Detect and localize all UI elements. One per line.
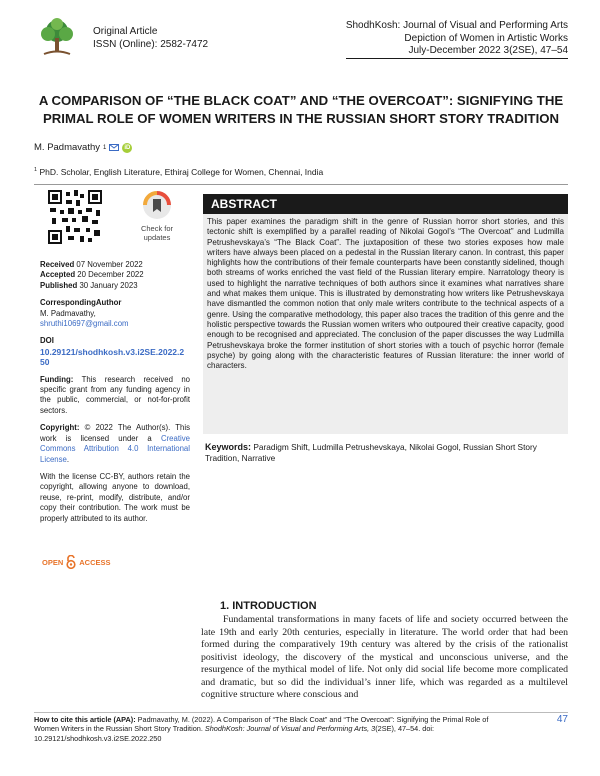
funding-block bbox=[40, 375, 190, 417]
orcid-icon[interactable]: iD bbox=[124, 144, 131, 151]
received-label: Received bbox=[40, 260, 75, 269]
introduction-text: Fundamental transformations in many facets of life and society occurred between the late 19th and early 20th centuries, especially in literature. The world order that had been formed during the comparatively 19th century was altered by the crisis of the rationalist positivist ideology, the discovery of the mystical and unconscious universe, and the resurgence of the mythical model of life. Not only did social life become more complicated and dramatic, but so did the individual’s inner life, which was regarded as a multilevel cognitive structure where conscious and bbox=[201, 614, 568, 700]
copyright-block bbox=[40, 423, 190, 465]
copyright-text: © 2022 The Author(s). This work is licensed under a bbox=[40, 423, 190, 443]
corresponding-author-email[interactable]: shruthi10697@gmail.com bbox=[40, 319, 129, 329]
keywords bbox=[205, 442, 565, 464]
check-for-updates-badge[interactable] bbox=[127, 190, 187, 246]
header-left bbox=[93, 25, 208, 51]
corresponding-author-block bbox=[40, 298, 190, 329]
header-right bbox=[346, 20, 568, 59]
email-icon[interactable] bbox=[109, 144, 119, 151]
accepted-label: Accepted bbox=[40, 270, 76, 280]
doi-label: DOI bbox=[40, 336, 54, 346]
check-for-updates-line-2: updates bbox=[143, 233, 171, 242]
journal-name: ShodhKosh: Journal of Visual and Performing Arts bbox=[345, 20, 568, 31]
keywords-text: Paradigm Shift, Ludmilla Petrushevskaya, Nikolai Gogol, Russian Short Story Tradition, Narrative bbox=[205, 442, 537, 463]
title-line-1: A COMPARISON OF “THE BLACK COAT” AND “THE OVERCOAT”: SIGNIFYING THE bbox=[38, 93, 564, 108]
affiliation-text: PhD. Scholar, English Literature, Ethiraj College for Women, Chennai, India bbox=[39, 167, 324, 177]
copyright-label: Copyright: bbox=[40, 423, 80, 433]
doi-block bbox=[40, 336, 190, 367]
published-label: Published bbox=[40, 280, 78, 290]
author-line bbox=[34, 142, 132, 153]
open-access-badge bbox=[42, 555, 111, 569]
title-line-2: PRIMAL ROLE OF WOMEN WRITERS IN THE RUSSIAN SHORT STORY TRADITION bbox=[42, 111, 560, 126]
accepted-date: 20 December 2022 bbox=[77, 270, 144, 280]
check-for-updates-line-1: Check for bbox=[140, 224, 174, 233]
affiliation-sup: 1 bbox=[34, 167, 38, 174]
cite-body: Padmavathy, M. (2022). A Comparison of “The Black Coat” and “The Overcoat”: Signifying the Primal Role of Women Writers in the Russian Short Story Tradition. bbox=[34, 715, 489, 734]
funding-label: Funding: bbox=[40, 374, 74, 384]
cite-end: (2SE), 47–54. doi: 10.29121/shodhkosh.v3.i2SE.2022.250 bbox=[34, 724, 435, 743]
issn: ISSN (Online): 2582-7472 bbox=[93, 39, 209, 50]
doi-link-line-1[interactable]: 10.29121/shodhkosh.v3.i2SE.2022.2 bbox=[40, 346, 185, 357]
dates-block bbox=[40, 260, 190, 291]
author-sup: 1 bbox=[103, 144, 107, 151]
open-access-text-1: OPEN bbox=[42, 557, 64, 567]
funding-text: This research received no specific grant from any funding agency in the public, commercial, or not-for-profit sectors. bbox=[40, 374, 190, 415]
abstract-heading: ABSTRACT bbox=[203, 194, 568, 214]
affiliation bbox=[34, 167, 323, 177]
cite-journal: ShodhKosh: Journal of Visual and Performing Arts, 3 bbox=[204, 724, 376, 734]
keywords-label: Keywords: bbox=[205, 442, 252, 452]
doi-link-line-2[interactable]: 50 bbox=[40, 357, 50, 368]
article-metadata bbox=[40, 260, 190, 531]
issue-title: Depiction of Women in Artistic Works bbox=[404, 32, 568, 44]
open-access-text-2: ACCESS bbox=[79, 557, 111, 567]
license-note: With the license CC-BY, authors retain the copyright, allowing anyone to download, reuse, re-print, modify, distribute, and/or copy their contribution. The work must be properly attributed to its author. bbox=[40, 471, 190, 523]
qr-code-icon bbox=[48, 190, 102, 244]
citation-text bbox=[34, 715, 504, 743]
open-access-lock-icon bbox=[65, 555, 77, 569]
abstract-text: This paper examines the paradigm shift in the genre of Russian horror short stories, and this tectonic shift is exemplified by a parallel reading of Nikolai Gogol’s “The Overcoat” and Ludmilla Petrushevskaya’s “The Black Coat”. The juxtaposition of these two stories exposes how male writers have always been placed on a pedestal in the Russian literary canon. In contrast, this paper highlights how the contributions of their female counterparts have been constantly sidelined, though both streams of works enriched the vast field of the Russian literary empire. Narratology theory is used to highlight the narrative techniques of both authors since it examines what narratives share and what makes them unique. This is illustrated by demonstrating how writers like Petrushevskaya have dismantled the common notion that only male writers contribute to the technical aspects of a genre. Using the comparative methodology, this paper also traces the tradition of this genre and the holistic perspective towards the Russian women writers who outpoured their creative capacity, good enough to be recognised and appreciated. The conclusion of the paper discusses the way Ludmilla Petrushevskaya broke the former institution of short stories with a touch of psychic horror (female psyche) by going along with the characteristic features of Russian literature: the inner world of characters. bbox=[203, 214, 568, 434]
received-date: 07 November 2022 bbox=[76, 260, 143, 269]
check-for-updates-icon bbox=[142, 190, 172, 220]
introduction-heading: 1. INTRODUCTION bbox=[220, 600, 317, 612]
corresponding-author-name: M. Padmavathy, bbox=[40, 308, 96, 318]
published-date: 30 January 2023 bbox=[79, 280, 138, 290]
paper-title bbox=[34, 92, 568, 128]
corresponding-author-label: CorrespondingAuthor bbox=[40, 298, 122, 308]
cite-label: How to cite this article (APA): bbox=[34, 715, 136, 724]
citation-footer bbox=[34, 712, 568, 743]
license-end: . bbox=[66, 454, 70, 464]
journal-logo-tree-icon bbox=[34, 16, 80, 60]
license-link[interactable]: Creative Commons Attribution 4.0 International License bbox=[40, 433, 190, 464]
issue-date: July-December 2022 3(2SE), 47–54 bbox=[346, 45, 568, 59]
divider bbox=[34, 184, 568, 185]
author-name: M. Padmavathy bbox=[34, 142, 100, 153]
article-type: Original Article bbox=[93, 26, 158, 37]
page-number: 47 bbox=[556, 714, 568, 725]
